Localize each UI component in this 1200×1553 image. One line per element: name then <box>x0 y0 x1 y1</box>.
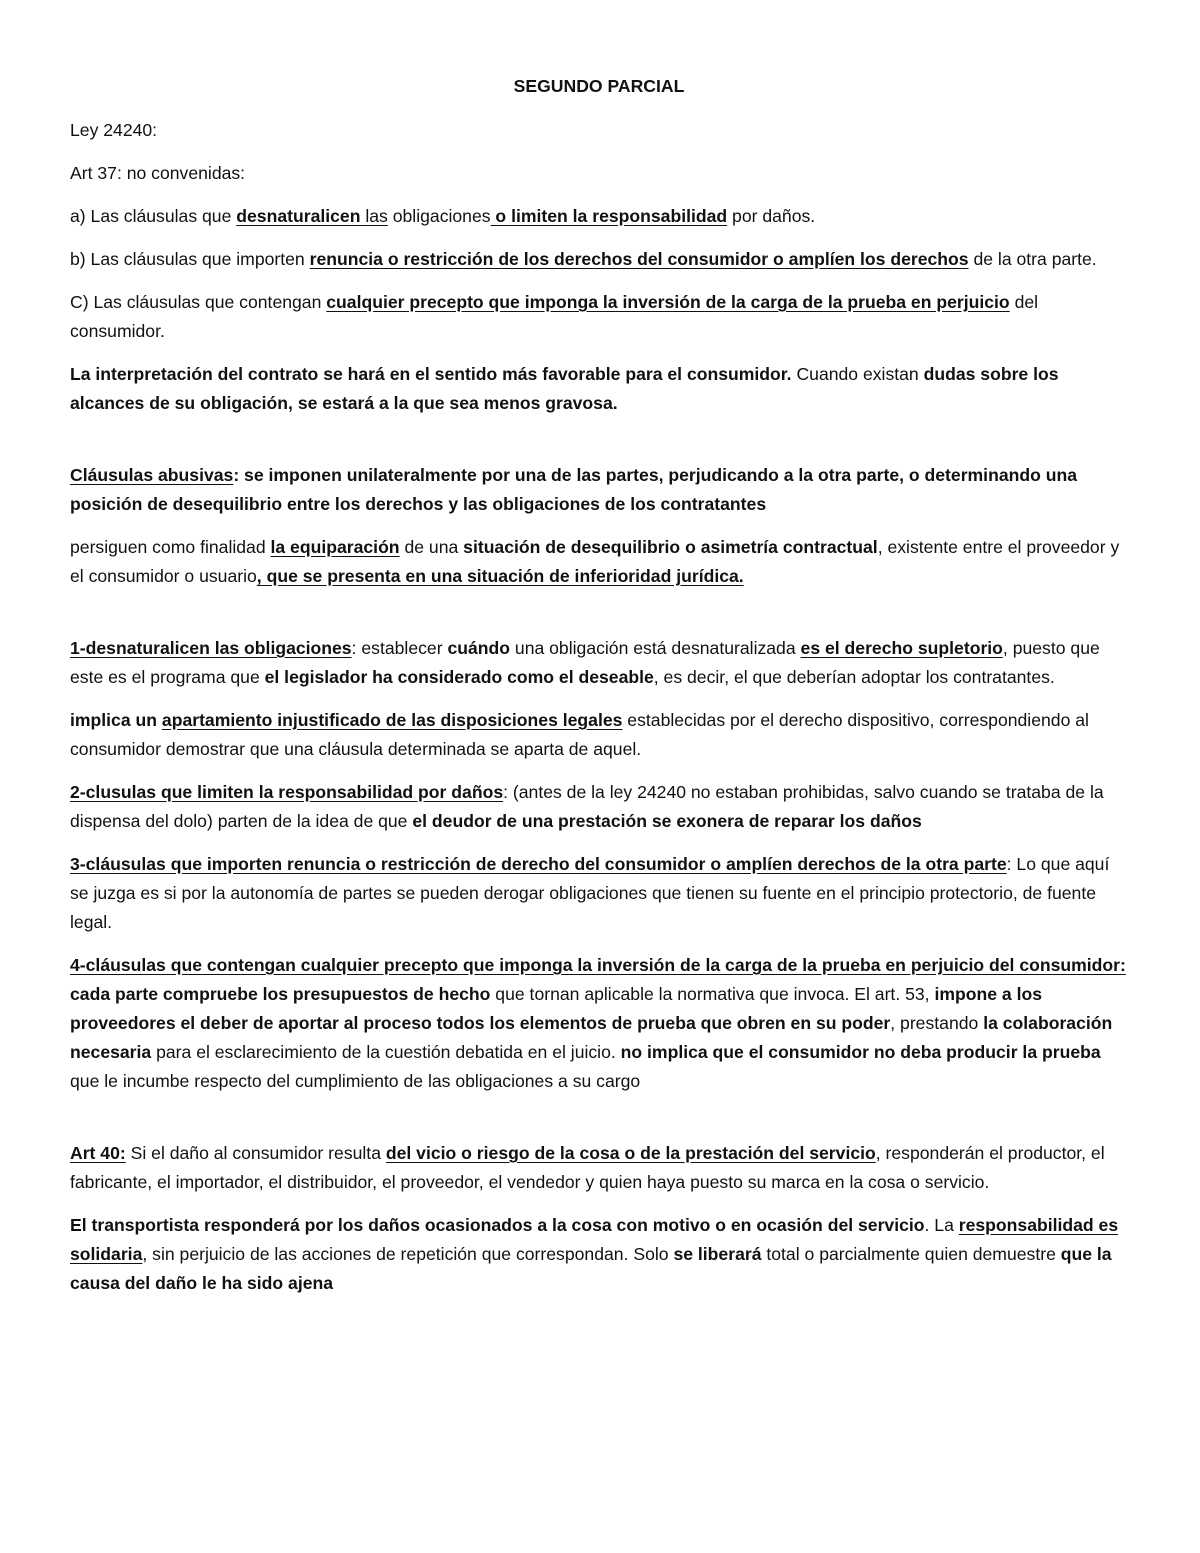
text-run: a) Las cláusulas que <box>70 206 237 226</box>
text-run: el legislador ha considerado como el deseable <box>264 667 654 687</box>
text-run: Cláusulas abusivas <box>70 465 234 485</box>
text-run: responsabilidad es solidaria <box>70 1215 1119 1264</box>
text-run: 2-clusulas que limiten la responsabilidad por daños <box>70 782 504 802</box>
text-run: las <box>360 206 388 226</box>
text-run: , existente entre el proveedor y el consumidor o usuario <box>70 537 1120 586</box>
text-run: , sin perjuicio de las acciones de repetición que correspondan. Solo <box>142 1244 674 1264</box>
text-run: que tornan aplicable la normativa que invoca. El art. 53, <box>490 984 935 1004</box>
text-run: que la causa del daño le ha sido ajena <box>70 1244 1112 1293</box>
text-run: impone a los proveedores el deber de aportar al proceso todos los elementos de prueba que obren en su poder <box>70 984 1042 1033</box>
text-run: desnaturalicen <box>236 206 361 226</box>
paragraph <box>70 850 1128 937</box>
text-run: Art 37: no convenidas: <box>70 163 246 183</box>
text-run: La interpretación del contrato se hará en el sentido más favorable para el consumidor. <box>70 364 792 384</box>
paragraph <box>70 360 1128 418</box>
text-run: de la otra parte. <box>968 249 1097 269</box>
text-run: del consumidor. <box>70 292 1039 341</box>
paragraph-spacer <box>70 605 1128 634</box>
text-run: de una <box>399 537 464 557</box>
text-run: que le incumbe respecto del cumplimiento de las obligaciones a su cargo <box>70 1071 641 1091</box>
paragraph-spacer <box>70 432 1128 461</box>
text-run: por daños. <box>727 206 816 226</box>
page-title: SEGUNDO PARCIAL <box>513 76 685 96</box>
text-run: : (antes de la ley 24240 no estaban prohibidas, salvo cuando se trataba de la dispensa del dolo) parten de la idea de que <box>70 782 1104 831</box>
text-run: cada parte compruebe los presupuestos de hecho <box>70 984 491 1004</box>
text-run: Ley 24240: <box>70 120 158 140</box>
text-run: se liberará <box>673 1244 762 1264</box>
paragraph <box>70 1139 1128 1197</box>
text-run: 4-cláusulas que contengan cualquier precepto que imponga la inversión de la carga de la prueba en perjuicio del consumidor: <box>70 955 1126 975</box>
text-run: no implica que el consumidor no deba producir la prueba <box>620 1042 1101 1062</box>
text-run: persiguen como finalidad <box>70 537 271 557</box>
text-run: : establecer <box>351 638 448 658</box>
document-body <box>70 116 1128 1298</box>
text-run: cuándo <box>447 638 511 658</box>
paragraph <box>70 461 1128 519</box>
text-run: 1-desnaturalicen las obligaciones <box>70 638 352 658</box>
text-run: del vicio o riesgo de la cosa o de la prestación del servicio <box>385 1143 876 1163</box>
text-run: : Lo que aquí se juzga es si por la autonomía de partes se pueden derogar obligaciones que tienen su fuente en el principio protectorio, de fuente legal. <box>70 854 1110 932</box>
text-run: 3-cláusulas que importen renuncia o restricción de derecho del consumidor o amplíen derechos de la otra parte <box>70 854 1007 874</box>
text-run: o limiten la responsabilidad <box>490 206 728 226</box>
text-run: Si el daño al consumidor resulta <box>125 1143 386 1163</box>
text-run: renuncia o restricción de los derechos del consumidor o amplíen los derechos <box>309 249 969 269</box>
text-run: total o parcialmente quien demuestre <box>761 1244 1061 1264</box>
text-run: la colaboración necesaria <box>70 1013 1113 1062</box>
text-run: cualquier precepto que imponga la inversión de la carga de la prueba en perjuicio <box>326 292 1010 312</box>
text-run: C) Las cláusulas que contengan <box>70 292 327 312</box>
paragraph <box>70 951 1128 1096</box>
text-run: obligaciones <box>387 206 491 226</box>
text-run: apartamiento injustificado de las disposiciones legales <box>161 710 623 730</box>
paragraph <box>70 778 1128 836</box>
paragraph <box>70 634 1128 692</box>
text-run: El transportista responderá por los daños ocasionados a la cosa con motivo o en ocasión del servicio <box>70 1215 925 1235</box>
text-run: , que se presenta en una situación de inferioridad jurídica. <box>256 566 744 586</box>
text-run: el deudor de una prestación se exonera de reparar los daños <box>412 811 922 831</box>
text-run: para el esclarecimiento de la cuestión debatida en el juicio. <box>151 1042 621 1062</box>
text-run: , es decir, el que deberían adoptar los contratantes. <box>653 667 1055 687</box>
paragraph <box>70 533 1128 591</box>
text-run: Art 40: <box>70 1143 126 1163</box>
text-run: establecidas por el derecho dispositivo, correspondiendo al consumidor demostrar que una cláusula determinada se aparta de aquel. <box>70 710 1089 759</box>
text-run: es el derecho supletorio <box>800 638 1003 658</box>
text-run: la equiparación <box>270 537 400 557</box>
text-run: b) Las cláusulas que importen <box>70 249 310 269</box>
paragraph-spacer <box>70 1110 1128 1139</box>
paragraph <box>70 245 1128 274</box>
text-run: una obligación está desnaturalizada <box>510 638 801 658</box>
text-run: implica un <box>70 710 162 730</box>
text-run: , responderán el productor, el fabricante, el importador, el distribuidor, el proveedor, el vendedor y quien haya puesto su marca en la cosa o servicio. <box>70 1143 1105 1192</box>
text-run: . La <box>924 1215 959 1235</box>
paragraph <box>70 706 1128 764</box>
text-run: , prestando <box>890 1013 984 1033</box>
paragraph <box>70 202 1128 231</box>
text-run: situación de desequilibrio o asimetría contractual <box>463 537 878 557</box>
paragraph <box>70 1211 1128 1298</box>
paragraph <box>70 116 1128 145</box>
text-run: , puesto que este es el programa que <box>70 638 1100 687</box>
paragraph <box>70 288 1128 346</box>
text-run: Cuando existan <box>791 364 924 384</box>
text-run: dudas sobre los alcances de su obligación, se estará a la que sea menos gravosa. <box>70 364 1059 413</box>
paragraph <box>70 159 1128 188</box>
text-run: : se imponen unilateralmente por una de las partes, perjudicando a la otra parte, o determinando una posición de desequilibrio entre los derechos y las obligaciones de los contratantes <box>70 465 1078 514</box>
